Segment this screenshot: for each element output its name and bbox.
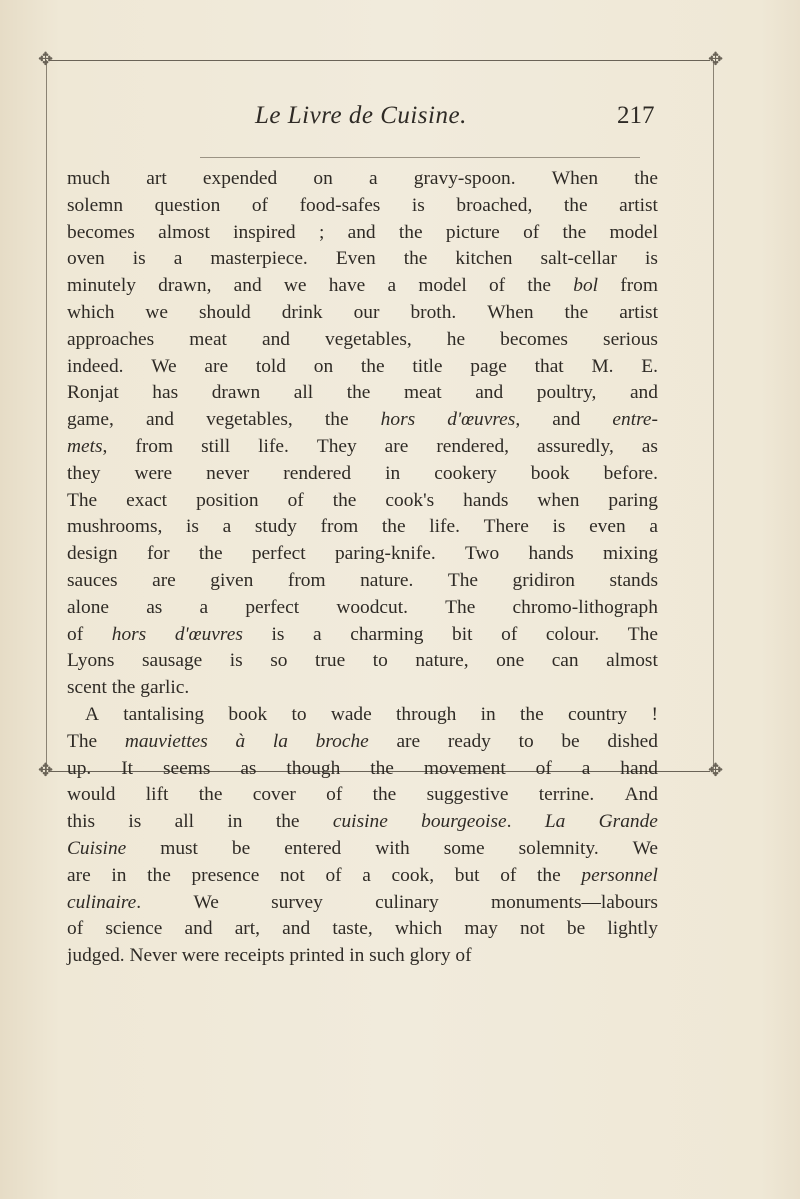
running-head: Le Livre de Cuisine. xyxy=(255,102,467,129)
text-line: oven is a masterpiece. Even the kitchen salt-cellar is xyxy=(67,248,658,270)
text-line: culinaire. We survey culinary monuments—labours xyxy=(67,891,658,913)
right-border-rule xyxy=(713,60,714,772)
text-line: Lyons sausage is so true to nature, one can almost xyxy=(67,650,658,672)
text-line: design for the perfect paring-knife. Two hands mixing xyxy=(67,543,658,565)
header-rule xyxy=(200,157,640,158)
text-line: sauces are given from nature. The gridiron stands xyxy=(67,569,658,591)
body-text xyxy=(67,166,658,970)
text-line: they were never rendered in cookery book before. xyxy=(67,462,658,484)
page-number: 217 xyxy=(617,102,655,129)
left-border-rule xyxy=(46,60,47,772)
text-line: A tantalising book to wade through in the country ! xyxy=(85,703,658,725)
text-line: are in the presence not of a cook, but of the personnel xyxy=(67,864,658,886)
text-line: mets, from still life. They are rendered, assuredly, as xyxy=(67,435,658,457)
top-border-rule xyxy=(50,60,710,61)
text-line: mushrooms, is a study from the life. There is even a xyxy=(67,516,658,538)
text-line: The exact position of the cook's hands when paring xyxy=(67,489,658,511)
text-line: up. It seems as though the movement of a hand xyxy=(67,757,658,779)
text-line: would lift the cover of the suggestive terrine. And xyxy=(67,784,658,806)
text-line: judged. Never were receipts printed in such glory of xyxy=(67,945,472,967)
text-line: approaches meat and vegetables, he becomes serious xyxy=(67,328,658,350)
text-line: which we should drink our broth. When the artist xyxy=(67,301,658,323)
text-line: alone as a perfect woodcut. The chromo-lithograph xyxy=(67,596,658,618)
text-line: becomes almost inspired ; and the picture of the model xyxy=(67,221,658,243)
text-line: indeed. We are told on the title page that M. E. xyxy=(67,355,658,377)
text-line: of science and art, and taste, which may not be lightly xyxy=(67,918,658,940)
corner-ornament-icon: ✥ xyxy=(708,760,724,781)
text-line: minutely drawn, and we have a model of the bol from xyxy=(67,275,658,297)
corner-ornament-icon: ✥ xyxy=(708,49,724,70)
text-line: Ronjat has drawn all the meat and poultry, and xyxy=(67,382,658,404)
text-line: of hors d'œuvres is a charming bit of colour. The xyxy=(67,623,658,645)
corner-ornament-icon: ✥ xyxy=(38,760,54,781)
text-line: scent the garlic. xyxy=(67,677,190,699)
text-line: solemn question of food-safes is broached, the artist xyxy=(67,194,658,216)
corner-ornament-icon: ✥ xyxy=(38,49,54,70)
text-line: much art expended on a gravy-spoon. When the xyxy=(67,168,658,189)
text-line: The mauviettes à la broche are ready to be dished xyxy=(67,730,658,752)
text-line: game, and vegetables, the hors d'œuvres, and entre- xyxy=(67,409,658,431)
text-line: Cuisine must be entered with some solemnity. We xyxy=(67,837,658,859)
text-line: this is all in the cuisine bourgeoise. La Grande xyxy=(67,811,658,833)
